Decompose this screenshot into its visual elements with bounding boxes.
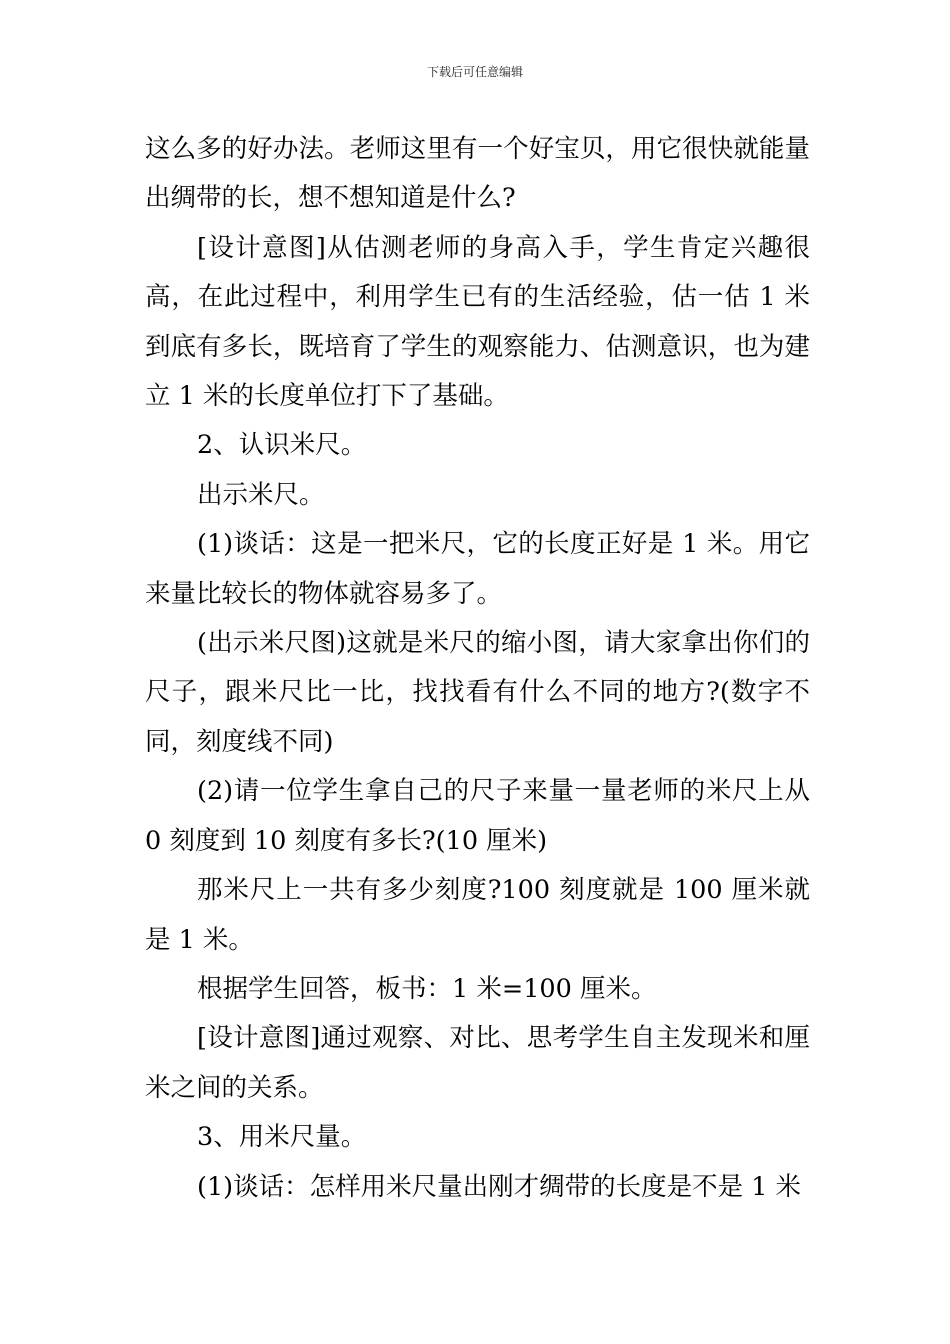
paragraph-1: 这么多的好办法。老师这里有一个好宝贝，用它很快就能量出绸带的长，想不想知道是什么? (145, 134, 810, 214)
paragraph-12: (1)谈话：怎样用米尺量出刚才绸带的长度是不是 1 米 (197, 1171, 802, 1202)
paragraph-6: (出示米尺图)这就是米尺的缩小图，请大家拿出你们的尺子，跟米尺比一比，找找看有什么不同的地方?(数字不同，刻度线不同) (145, 628, 810, 757)
paragraph-2: [设计意图]从估测老师的身高入手，学生肯定兴趣很高，在此过程中，利用学生已有的生活经验，估一估 1 米到底有多长，既培育了学生的观察能力、估测意识，也为建立 1 米的长度单位打下了基础。 (145, 232, 810, 412)
paragraph-8: 那米尺上一共有多少刻度?100 刻度就是 100 厘米就是 1 米。 (145, 875, 810, 955)
paragraph-3: 2、认识米尺。 (197, 430, 367, 461)
document-body (145, 125, 810, 1212)
paragraph-9: 根据学生回答，板书：1 米=100 厘米。 (197, 973, 657, 1004)
paragraph-11: 3、用米尺量。 (197, 1122, 367, 1153)
paragraph-10: [设计意图]通过观察、对比、思考学生自主发现米和厘米之间的关系。 (145, 1023, 810, 1103)
paragraph-7: (2)请一位学生拿自己的尺子来量一量老师的米尺上从 0 刻度到 10 刻度有多长?(10 厘米) (145, 776, 810, 856)
paragraph-5: (1)谈话：这是一把米尺，它的长度正好是 1 米。用它来量比较长的物体就容易多了。 (145, 529, 810, 609)
paragraph-4: 出示米尺。 (197, 479, 325, 510)
page-header: 下载后可任意编辑 (426, 65, 523, 79)
